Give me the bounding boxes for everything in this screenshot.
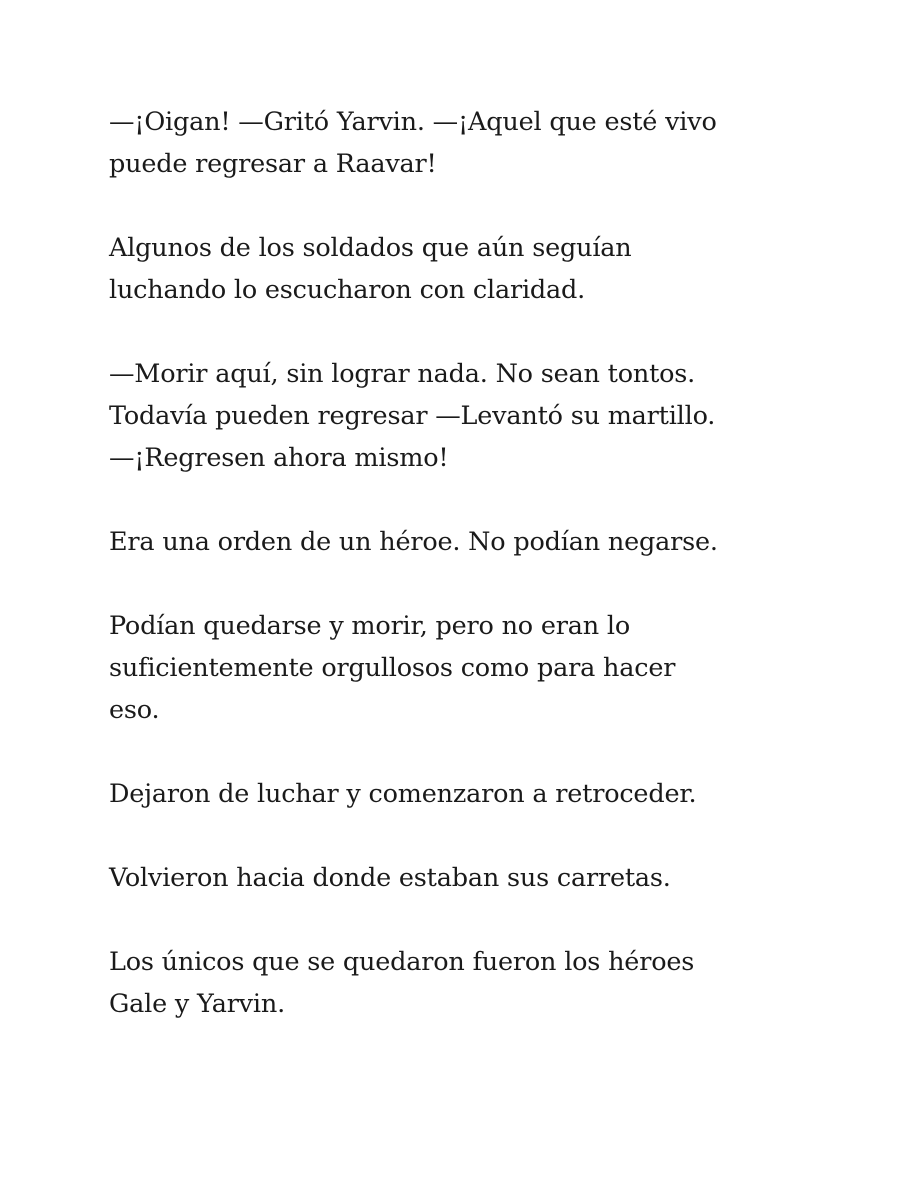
- paragraph-heroes-remain: [109, 941, 809, 1025]
- story-text: [109, 101, 809, 1067]
- paragraph-yarvin-order: [109, 353, 809, 479]
- text-line: Gale y Yarvin.: [109, 989, 285, 1019]
- text-line: luchando lo escucharon con claridad.: [109, 275, 586, 305]
- paragraph-not-proud: [109, 605, 809, 731]
- text-line: Podían quedarse y morir, pero no eran lo: [109, 611, 630, 641]
- text-line: Algunos de los soldados que aún seguían: [109, 233, 632, 263]
- paragraph-hero-order: [109, 521, 809, 563]
- text-line: Los únicos que se quedaron fueron los héroes: [109, 947, 695, 977]
- paragraph-soldiers-hear: [109, 227, 809, 311]
- text-line: —¡Oigan! —Gritó Yarvin. —¡Aquel que esté vivo: [109, 107, 717, 137]
- text-line: eso.: [109, 695, 160, 725]
- text-line: —¡Regresen ahora mismo!: [109, 443, 449, 473]
- text-line: Era una orden de un héroe. No podían negarse.: [109, 527, 718, 557]
- text-line: puede regresar a Raavar!: [109, 149, 437, 179]
- paragraph-retreat: [109, 773, 809, 815]
- text-line: —Morir aquí, sin lograr nada. No sean tontos.: [109, 359, 696, 389]
- text-line: suficientemente orgullosos como para hacer: [109, 653, 676, 683]
- paragraph-yarvin-shout: [109, 101, 809, 185]
- text-line: Todavía pueden regresar —Levantó su martillo.: [109, 401, 716, 431]
- text-line: Volvieron hacia donde estaban sus carretas.: [109, 863, 671, 893]
- paragraph-carts: [109, 857, 809, 899]
- text-line: Dejaron de luchar y comenzaron a retroceder.: [109, 779, 697, 809]
